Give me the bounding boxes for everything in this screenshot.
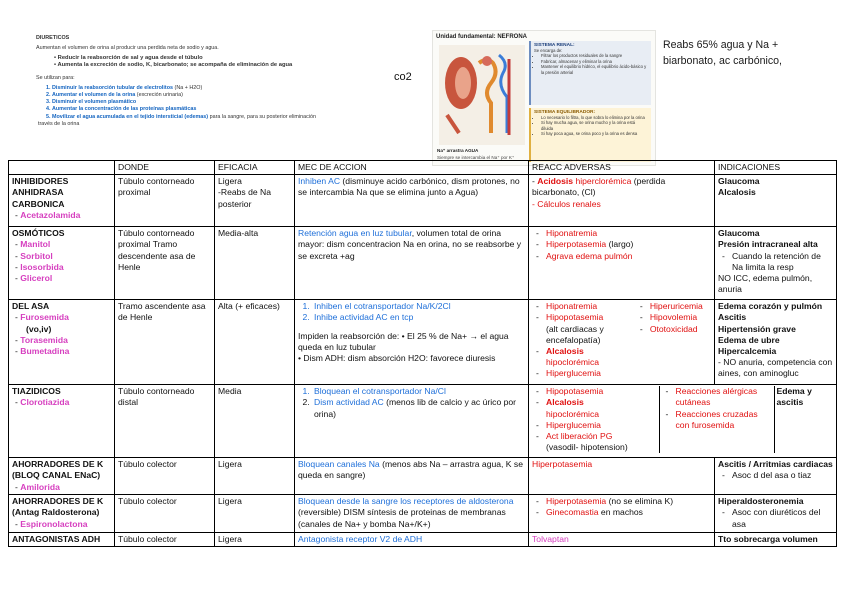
ind-note: - NO anuria, competencia con aines, con aminogluc	[718, 357, 833, 379]
renal-system-box	[529, 41, 651, 105]
drug-name: - Torasemida	[12, 335, 111, 346]
figure-note-1: Na⁺ arrastra AGUA	[437, 148, 479, 153]
ind-note: NO ICC, edema pulmón, anuria	[718, 272, 813, 295]
table-row	[9, 458, 837, 495]
notes-list-item: 1. Disminuir la reabsorción tubular de electrolitos (Na + H2O)	[52, 85, 376, 92]
eficacia-cell: Ligera	[215, 458, 295, 495]
reac-cell	[529, 300, 715, 385]
renal-box-sub: Se encarga de:	[534, 48, 563, 53]
notes-bullet-2: • Aumenta la excreción de sodio, K, bicarbonato; se acompaña de eliminación de agua	[54, 62, 376, 70]
group-cell	[9, 495, 115, 533]
reac-item: - Alcalosis hipoclorémica	[546, 397, 659, 419]
eficacia-cell	[215, 175, 295, 227]
group-name: TIAZIDICOS	[12, 386, 61, 397]
donde-cell: Túbulo contorneado proximal Tramo descendente asa de Henle	[115, 227, 215, 300]
ind-cell	[715, 495, 837, 533]
eficacia-cell: Media-alta	[215, 227, 295, 300]
ind-cell	[715, 175, 837, 227]
notes-subtitle: Se utilizan para:	[36, 75, 75, 82]
ind-note: - Asoc d del asa o tiaz	[732, 470, 833, 481]
donde-cell: Túbulo colector	[115, 495, 215, 533]
drug-name: - Acetazolamida	[12, 210, 111, 221]
reac-item: - Hiponatremia	[546, 228, 711, 239]
header-cell: DONDE	[115, 161, 215, 175]
group-cell	[9, 533, 115, 547]
ind-cell	[715, 458, 837, 495]
eficacia-value: Ligera	[218, 176, 242, 187]
notes-tail: través de la orina	[38, 121, 80, 127]
table-row	[9, 300, 837, 385]
mec-text: (menos abs Na – arrastra agua, K se queda en sangre)	[298, 459, 524, 481]
reac-item: - Hiponatremia	[546, 301, 636, 312]
reac-cell	[529, 458, 715, 495]
mec-cell	[295, 533, 529, 547]
table-row	[9, 227, 837, 300]
donde-cell: Túbulo colector	[115, 533, 215, 547]
reac-item: - Reacciones cruzadas con furosemida	[676, 409, 774, 431]
reac-cell	[529, 227, 715, 300]
drug-name: - Amilorida	[12, 482, 111, 493]
group-cell	[9, 385, 115, 458]
mec-item: 2. Inhibe actividad AC en tcp	[312, 312, 525, 323]
table-row	[9, 533, 837, 547]
group-cell	[9, 300, 115, 385]
drug-name: - Clorotiazida	[12, 397, 111, 408]
ind-item: Tto sobrecarga volumen	[718, 534, 818, 545]
intro-notes	[36, 35, 376, 128]
mec-highlight: Inhiben AC	[298, 176, 341, 187]
diuretics-table	[8, 160, 837, 547]
reac-item: - Reacciones alérgicas cutáneas	[676, 386, 774, 408]
reac-item: Acidosis	[537, 176, 574, 187]
drug-name: - Espironolactona	[12, 519, 111, 530]
notes-list-item: 2. Aumentar el volumen de la orina (excreción urinaria)	[52, 92, 376, 99]
reac-item: Hiperpotasemia	[532, 459, 593, 470]
reac-item: - Act liberación PG (vasodil- hipotension)	[546, 431, 659, 453]
group-name: ANTAGONISTAS ADH	[12, 534, 101, 545]
mec-text: Impiden la reabsorción de: • El 25 % de Na+ → el agua queda en luz tubular	[298, 330, 509, 352]
mec-text: (disminuye acido carbónico, dism protones, no se intercambia Na que se elimina junto a Agua)	[298, 176, 520, 198]
ind-cell	[715, 533, 837, 547]
header-cell: INDICACIONES	[715, 161, 837, 175]
group-name: DEL ASA	[12, 301, 50, 312]
group-cell	[9, 458, 115, 495]
mec-cell	[295, 175, 529, 227]
figure-note-2: Siempre se intercambia el Na⁺ por K⁺	[437, 155, 515, 160]
ind-cell	[715, 227, 837, 300]
eficacia-note: -Reabs de Na posterior	[218, 187, 272, 209]
table-row	[9, 495, 837, 533]
ind-item: Presión intracraneal alta	[718, 239, 818, 250]
ind-note: - Asoc con diuréticos del asa	[732, 507, 833, 529]
eficacia-cell: Media	[215, 385, 295, 458]
reac-item: - Ginecomastia en machos	[546, 507, 711, 518]
nephron-figure	[432, 30, 656, 166]
group-name: AHORRADORES DE K (BLOQ CANAL ENaC)	[12, 459, 104, 481]
mec-highlight: Retención agua en luz tubular	[298, 228, 412, 239]
group-cell	[9, 227, 115, 300]
header-cell: EFICACIA	[215, 161, 295, 175]
table-row	[9, 175, 837, 227]
reabsorption-note: Reabs 65% agua y Na + biarbonato, ac carbónico,	[663, 39, 782, 68]
drug-name: - Manitol	[12, 239, 111, 250]
group-name: INHIBIDORES ANHIDRASA CARBONICA	[12, 176, 69, 209]
table-header-row	[9, 161, 837, 175]
mec-cell	[295, 458, 529, 495]
equilibrium-box-item: • Lo necesario lo filtra, lo que sobra lo elimina por la orina	[541, 115, 648, 120]
mec-highlight: Bloquean desde la sangre los receptores de aldosterona	[298, 496, 514, 507]
mec-cell	[295, 300, 529, 385]
mec-item: 1. Bloquean el cotransportador Na/Cl	[312, 386, 525, 397]
reac-item: - Hiperglucemia	[546, 420, 659, 431]
reac-ind-cell	[529, 385, 837, 458]
notes-list	[36, 85, 376, 121]
mec-text: • Dism ADH: dism absorción H2O: favorece diuresis	[298, 352, 496, 363]
drug-note: (vo,iv)	[26, 323, 52, 334]
mec-text: , volumen total de orina mayor: dism concentracion Na en orina, no se reabsorbe y se excreta +ag	[298, 228, 522, 261]
drug-name: - Bumetadina	[12, 346, 111, 357]
drug-name: - Furosemida	[12, 312, 111, 323]
mec-item: 1. Inhiben el cotransportador Na/K/2Cl	[312, 301, 525, 312]
group-cell	[9, 175, 115, 227]
ind-item: Glaucoma	[718, 176, 760, 187]
notes-title: DIURETICOS	[36, 35, 70, 41]
mec-highlight: Antagonista receptor V2 de ADH	[298, 534, 423, 545]
renal-box-item: • Fabricar, almacenar y eliminar la orina	[541, 59, 648, 64]
eficacia-cell: Ligera	[215, 495, 295, 533]
group-name: OSMÓTICOS	[12, 228, 65, 239]
group-name: AHORRADORES DE K (Antag Raldosterona)	[12, 496, 104, 518]
table-row	[9, 385, 837, 458]
reac-item: - Ototoxicidad	[650, 324, 711, 335]
equilibrium-box-title: SISTEMA EQUILIBRADOR:	[534, 110, 596, 115]
reac-cell	[529, 533, 715, 547]
reac-item: - Alcalosis hipoclorémica	[546, 346, 636, 368]
drug-name: - Isosorbida	[12, 262, 111, 273]
mec-item: 2. Dism actividad AC (menos lib de calcio y ac úrico por orina)	[312, 397, 525, 419]
nephron-illustration-icon	[439, 45, 525, 145]
notes-list-item: 5. Movilizar el agua acumulada en el tejido intersticial (edemas) para la sangre, para su posterior eliminación	[52, 114, 376, 121]
header-cell: REACC ADVERSAS	[529, 161, 715, 175]
mec-cell	[295, 385, 529, 458]
donde-cell: Túbulo contorneado proximal	[115, 175, 215, 227]
reac-cell	[529, 175, 715, 227]
ind-note: - Cuando la retención de Na limita la resp	[732, 251, 833, 273]
equilibrium-system-box	[529, 108, 651, 162]
ind-item: Glaucoma	[718, 228, 760, 239]
reac-item: - Hipovolemia	[650, 312, 711, 323]
reac-item: - Hiperpotasemia (largo)	[546, 239, 711, 250]
reac-item: - Cálculos renales	[532, 198, 601, 209]
reac-item: - Hiperuricemia	[650, 301, 711, 312]
ind-item: Edema y ascitis	[776, 386, 812, 408]
renal-box-item: • Mantener el equilibrio hídrico, el equilibrio ácido-básico y la presión arterial	[541, 64, 648, 75]
figure-title: Unidad fundamental: NEFRONA	[436, 34, 527, 40]
notes-list-item: 4. Aumentar la concentración de las proteínas plasmáticas	[52, 106, 376, 113]
notes-bullet-1: • Reducir la reabsorción de sal y agua desde el túbulo	[54, 55, 376, 63]
ind-item: Edema corazón y pulmón	[718, 301, 823, 312]
ind-cell	[715, 300, 837, 385]
mec-text: (reversible) DISM síntesis de proteinas de membranas (canales de Na+ y bomba Na+/K+)	[298, 507, 506, 529]
reac-item: hiperclorémica	[573, 176, 632, 187]
header-cell	[9, 161, 115, 175]
donde-cell: Tramo ascendente asa de Henle	[115, 300, 215, 385]
reac-item: - Hiperglucemia	[546, 368, 636, 379]
renal-box-item: • Filtrar los productos residuales de la sangre	[541, 53, 648, 58]
header-cell: MEC DE ACCION	[295, 161, 529, 175]
mec-cell	[295, 227, 529, 300]
reac-note: (perdida bicarbonato, (Cl)	[532, 176, 666, 198]
eficacia-cell: Alta (+ eficaces)	[215, 300, 295, 385]
donde-cell: Túbulo colector	[115, 458, 215, 495]
ind-item: Edema de ubre	[718, 334, 780, 345]
renal-box-title: SISTEMA RENAL:	[534, 43, 575, 48]
equilibrium-box-item: • Si hay poca agua, se orina poco y la orina es densa	[541, 131, 648, 136]
ind-item: Ascitis / Arritmias cardiacas	[718, 459, 833, 470]
mec-cell	[295, 495, 529, 533]
drug-name: - Glicerol	[12, 273, 111, 284]
ind-item: Hiperaldosteronemia	[718, 496, 804, 507]
donde-cell: Túbulo contorneado distal	[115, 385, 215, 458]
co2-label: co2	[394, 71, 412, 83]
notes-intro: Aumentan el volumen de orina al producir una perdida neta de sodio y agua.	[36, 45, 219, 52]
reac-item: - Hipopotasemia (alt cardiacas y encefalopatía)	[546, 312, 636, 346]
reac-item: Tolvaptan	[532, 534, 569, 545]
ind-item: Alcalosis	[718, 187, 756, 198]
reac-item: - Hipopotasemia	[546, 386, 659, 397]
notes-list-item: 3. Disminuir el volumen plasmático	[52, 99, 376, 106]
reac-item: - Hiperpotasemia (no se elimina K)	[546, 496, 711, 507]
reac-dash: -	[532, 176, 538, 187]
ind-item: Ascitis	[718, 312, 747, 323]
ind-item: Hipertensión grave	[718, 323, 796, 334]
equilibrium-box-item: • Si hay mucha agua, se orina mucho y la orina está diluida	[541, 120, 648, 131]
ind-item: Hipercalcemia	[718, 345, 777, 356]
reac-cell	[529, 495, 715, 533]
eficacia-cell: Ligera	[215, 533, 295, 547]
mec-highlight: Bloquean canales Na	[298, 459, 380, 470]
drug-name: - Sorbitol	[12, 251, 111, 262]
reac-item: - Agrava edema pulmón	[546, 251, 711, 262]
